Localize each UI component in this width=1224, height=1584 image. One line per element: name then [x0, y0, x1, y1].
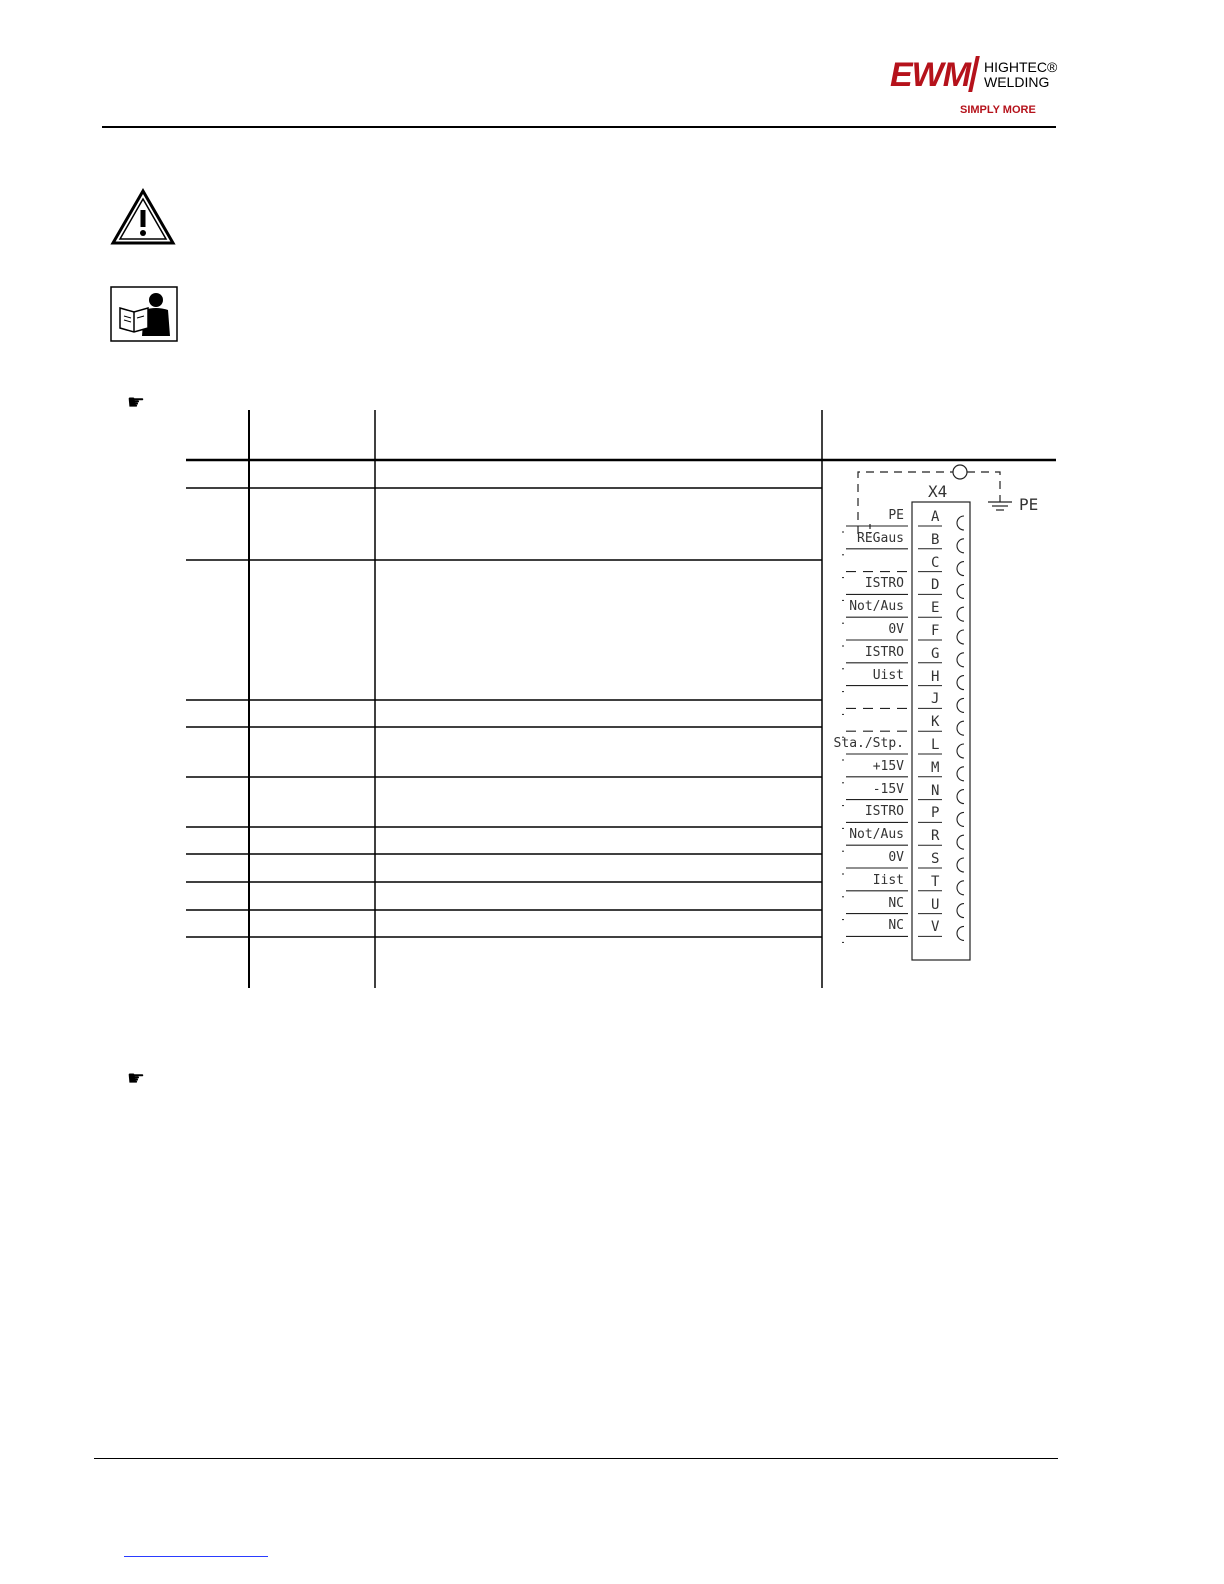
- pin-letter-l: L: [931, 737, 940, 753]
- pin-signal-f: 0V: [888, 622, 904, 637]
- pin-socket-f: [957, 630, 964, 644]
- pin-socket-k: [957, 721, 964, 735]
- pin-socket-n: [957, 790, 964, 804]
- pin-letter-r: R: [931, 828, 940, 845]
- pin-letter-u: U: [931, 896, 940, 913]
- pin-socket-t: [957, 881, 964, 895]
- footer-rule: [94, 1458, 1058, 1459]
- ground-label: PE: [1019, 495, 1039, 514]
- pin-assignment-table: [186, 410, 1056, 990]
- pin-socket-u: [957, 904, 964, 918]
- pin-socket-p: [957, 812, 964, 826]
- pin-letter-b: B: [931, 531, 940, 548]
- pin-letter-f: F: [931, 623, 940, 639]
- pin-letter-k: K: [931, 714, 940, 731]
- pin-socket-e: [957, 607, 964, 621]
- pin-socket-j: [957, 698, 964, 712]
- pin-signal-d: ISTRO: [864, 576, 904, 592]
- x4-wiring-diagram: [186, 410, 1056, 990]
- pin-letter-v: V: [931, 919, 940, 936]
- pin-signal-l: Sta./Stp.: [833, 736, 904, 751]
- pin-socket-d: [957, 584, 964, 598]
- pin-signal-b: REGaus: [857, 530, 904, 546]
- pin-signal-m: +15V: [872, 758, 904, 774]
- pin-signal-u: NC: [888, 895, 904, 911]
- pin-socket-g: [957, 653, 964, 667]
- logo-slogan: SIMPLY MORE: [960, 104, 1036, 116]
- pin-socket-a: [957, 516, 964, 530]
- pin-socket-c: [957, 562, 964, 576]
- pin-socket-b: [957, 539, 964, 553]
- pin-letter-a: A: [931, 509, 940, 525]
- pin-signal-e: Not/Aus: [849, 599, 904, 615]
- logo-tagline: [984, 60, 1057, 90]
- logo-brand: EWM: [890, 56, 971, 94]
- pin-letter-n: N: [931, 782, 940, 799]
- pin-signal-t: Iist: [872, 872, 904, 888]
- header-rule: [102, 126, 1056, 128]
- pin-socket-v: [957, 926, 964, 940]
- pin-signal-s: 0V: [888, 850, 904, 865]
- pin-signal-p: ISTRO: [864, 804, 904, 820]
- pin-letter-m: M: [931, 759, 940, 776]
- pin-socket-m: [957, 767, 964, 781]
- pin-signal-g: ISTRO: [864, 644, 904, 660]
- pin-letter-p: P: [931, 805, 940, 822]
- pin-socket-r: [957, 835, 964, 849]
- pin-signal-v: NC: [888, 918, 904, 934]
- pin-letter-s: S: [931, 851, 940, 867]
- pin-letter-h: H: [931, 668, 940, 685]
- ewm-logo: [890, 52, 1060, 122]
- pin-socket-s: [957, 858, 964, 872]
- pointing-hand-icon: ☛: [127, 390, 145, 414]
- pin-letter-d: D: [931, 577, 940, 594]
- pin-signal-a: PE: [888, 508, 904, 523]
- pin-signal-n: -15V: [872, 781, 904, 797]
- pin-letter-c: C: [931, 554, 940, 571]
- logo-tagline-line2: WELDING: [984, 74, 1050, 90]
- logo-tagline-line1: HIGHTEC®: [984, 59, 1058, 75]
- pin-socket-l: [957, 744, 964, 758]
- pin-signal-r: Not/Aus: [849, 827, 904, 843]
- read-manual-icon: [110, 286, 178, 342]
- pin-letter-t: T: [931, 873, 940, 890]
- pointing-hand-icon: ☛: [127, 1066, 145, 1090]
- pin-letter-e: E: [931, 600, 940, 617]
- pin-signal-h: Uist: [872, 667, 904, 683]
- connector-label: X4: [928, 482, 948, 501]
- pin-letter-g: G: [931, 645, 940, 662]
- warning-icon: [110, 188, 176, 246]
- pin-socket-h: [957, 676, 964, 690]
- pin-letter-j: J: [931, 691, 940, 708]
- footer-link-underline: [124, 1556, 268, 1557]
